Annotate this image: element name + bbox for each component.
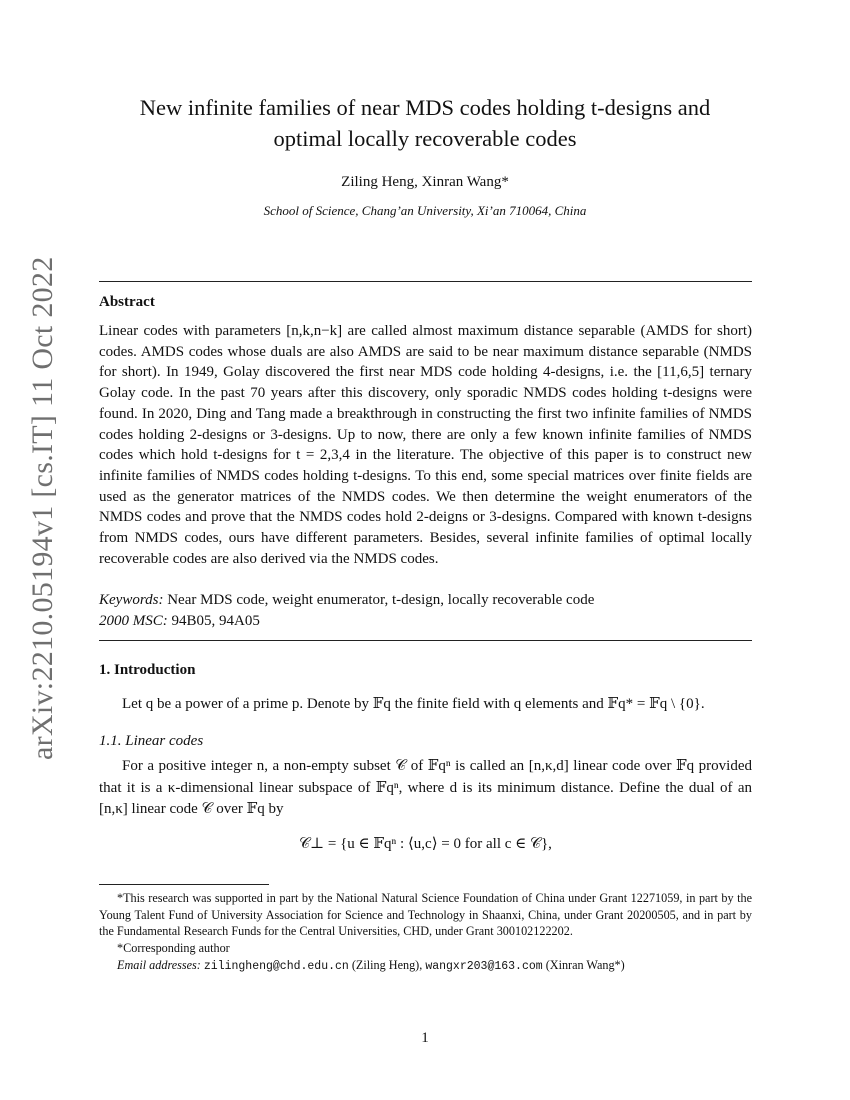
footnote-corresponding: *Corresponding author — [117, 941, 230, 956]
keywords-block — [99, 590, 752, 632]
email-label: Email addresses: — [117, 957, 201, 972]
abstract-text: Linear codes with parameters [n,k,n−k] are called almost maximum distance separable (AMDS for short) codes. AMDS codes whose duals are also AMDS are said to be near maximum distance separable (NMDS for short). In 1949, Golay discovered the first near MDS code holding 4-designs, i.e. the [11,6,5] ternary Golay code. In the past 70 years after this discovery, only sporadic NMDS codes holding t-designs were found. In 2020, Ding and Tang made a breakthrough in constructing the first two infinite families of NMDS codes holding 2-designs or 3-designs. Up to now, there are only a few known infinite families of NMDS codes which hold t-designs for t = 2,3,4 in the literature. The objective of this paper is to construct new infinite families of NMDS codes holding t-designs. To this end, some special matrices over finite fields are used as the generator matrices of the NMDS codes. We then determine the weight enumerators of the NMDS codes and prove that the NMDS codes hold 2-deigns or 3-designs. Compared with known t-designs from NMDS codes, ours have different parameters. Besides, several infinite families of optimal locally recoverable codes are also derived via the NMDS codes. — [99, 323, 752, 567]
email-name-2: (Xinran Wang*) — [545, 957, 625, 972]
title-line-1: New infinite families of near MDS codes holding t-designs and — [139, 95, 711, 120]
keywords-text: Near MDS code, weight enumerator, t-design, locally recoverable code — [167, 592, 595, 608]
email-link-1[interactable]: zilingheng@chd.edu.cn — [203, 959, 349, 973]
title-line-2: optimal locally recoverable codes — [273, 126, 577, 151]
msc-text: 94B05, 94A05 — [171, 613, 260, 629]
intro-paragraph: Let q be a power of a prime p. Denote by 𝔽q the finite field with q elements and 𝔽q* = 𝔽q \ {0}. — [122, 696, 705, 712]
abstract-heading: Abstract — [99, 294, 155, 310]
dual-code-equation: 𝒞⊥ = {u ∈ 𝔽qⁿ : ⟨u,c⟩ = 0 for all c ∈ 𝒞}, — [299, 836, 552, 852]
footnote-funding: *This research was supported in part by the National Natural Science Foundation of China under Grant 12271059, in part by the Young Talent Fund of University Association for Science and Technology in Shaanxi, China, under Grant 20200505, and in part by the Fundamental Research Funds for the Central Universities, CHD, under Grant 300102122202. — [99, 891, 752, 939]
page-number: 1 — [421, 1030, 429, 1046]
linear-codes-paragraph: For a positive integer n, a non-empty subset 𝒞 of 𝔽qⁿ is called an [n,κ,d] linear code over 𝔽q provided that it is a κ-dimensional linear subspace of 𝔽qⁿ, where d is its minimum distance. Define the dual of an [n,κ] linear code 𝒞 over 𝔽q by — [99, 758, 752, 817]
email-name-1: (Ziling Heng), — [351, 957, 423, 972]
footnote-rule — [99, 884, 269, 885]
footnote-emails — [99, 957, 752, 976]
authors: Ziling Heng, Xinran Wang* — [341, 174, 509, 190]
paper-title — [100, 92, 750, 154]
subsection-heading: 1.1. Linear codes — [99, 733, 204, 749]
abstract-bottom-rule — [99, 640, 752, 641]
footnotes — [99, 890, 752, 976]
affiliation: School of Science, Chang’an University, Xi’an 710064, China — [263, 203, 587, 218]
msc-label: 2000 MSC: — [99, 613, 168, 629]
section-heading: 1. Introduction — [99, 662, 196, 678]
abstract-top-rule — [99, 281, 752, 282]
email-link-2[interactable]: wangxr203@163.com — [425, 959, 543, 973]
keywords-label: Keywords: — [99, 592, 164, 608]
arxiv-stamp: arXiv:2210.05194v1 [cs.IT] 11 Oct 2022 — [26, 256, 59, 760]
